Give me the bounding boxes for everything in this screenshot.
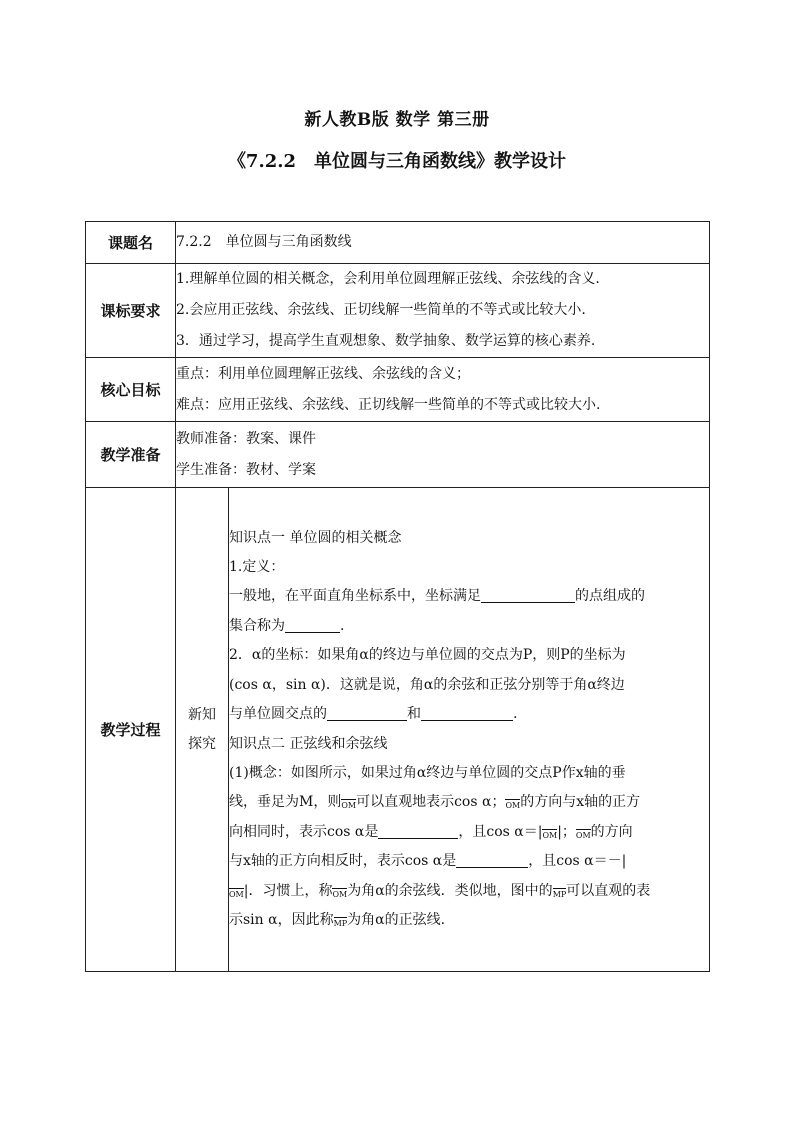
standard-line: 2.会应用正弦线、余弦线、正切线解一些简单的不等式或比较大小.: [176, 302, 586, 318]
vector-om: OM: [505, 801, 521, 811]
text-line: [229, 847, 709, 876]
text-line: [229, 818, 709, 847]
vector-mp: MP: [333, 918, 348, 928]
lesson-plan-table: [85, 221, 710, 972]
topic-value: 7.2.2 单位圆与三角函数线: [176, 222, 710, 264]
text-span: 向相同时，表示cos α是: [229, 823, 379, 840]
text-span: 的点组成的: [575, 588, 645, 605]
text-span: 与单位圆交点的: [229, 706, 327, 723]
text-span: .: [513, 706, 518, 723]
text-span: 和: [407, 706, 421, 723]
text-line: [229, 612, 709, 641]
text-line: [229, 788, 709, 817]
text-span: 集合称为: [229, 617, 285, 634]
row-label: 核心目标: [86, 358, 176, 422]
text-span: |；: [557, 823, 576, 840]
knowledge-cell: [229, 488, 710, 972]
standards-cell: [176, 264, 710, 358]
text-line: [229, 906, 709, 935]
fill-blank: [481, 586, 575, 603]
definition-label: 1.定义：: [229, 559, 285, 576]
standard-line: 3．通过学习，提高学生直观想象、数学抽象、数学运算的核心素养.: [176, 333, 596, 349]
vector-om: OM: [229, 889, 244, 899]
knowledge-title: 知识点二 正弦线和余弦线: [229, 735, 388, 752]
vector-mp: MP: [552, 889, 567, 899]
text-span: 的方向: [590, 823, 633, 840]
document-subtitle: 新人教B版 数学 第三册: [304, 110, 490, 130]
text-span: 的方向与x轴的正方: [520, 794, 641, 811]
row-label: 课题名: [86, 222, 176, 264]
table-row: [86, 422, 710, 488]
text-line: [229, 582, 709, 611]
goal-line: 重点：利用单位圆理解正弦线、余弦线的含义；: [176, 365, 470, 382]
text-span: 为角α的正弦线.: [347, 911, 446, 928]
text-span: ，且cos α＝|: [458, 823, 543, 840]
vector-om: OM: [332, 889, 348, 899]
standard-line: 1.理解单位圆的相关概念，会利用单位圆理解正弦线、余弦线的含义.: [176, 271, 600, 287]
text-span: 可以直观地表示cos α；: [356, 794, 506, 811]
goal-line: 难点：应用正弦线、余弦线、正切线解一些简单的不等式或比较大小.: [176, 396, 601, 413]
fill-blank: [421, 704, 513, 721]
prep-line: 教师准备：教案、课件: [176, 430, 316, 447]
row-label: 教学过程: [86, 488, 176, 972]
text-span: 示sin α，因此称: [229, 911, 334, 928]
text-line: [229, 700, 709, 729]
text-span: |．习惯上，称: [243, 882, 333, 899]
table-row: [86, 264, 710, 358]
text-line: 2．α的坐标：如果角α的终边与单位圆的交点为P，则P的坐标为: [229, 647, 626, 664]
text-span: 与x轴的正方向相反时，表示cos α是: [229, 853, 457, 870]
knowledge-title: 知识点一 单位圆的相关概念: [229, 529, 402, 546]
text-line: (cos α，sin α)．这就是说，角α的余弦和正弦分别等于角α终边: [229, 676, 625, 693]
table-row: [86, 488, 710, 972]
fill-blank: [378, 822, 458, 839]
text-span: ，且cos α＝－|: [528, 853, 627, 870]
vector-om: OM: [341, 801, 357, 811]
sub-label-line: 新知: [188, 706, 216, 723]
table-row: [86, 358, 710, 422]
fill-blank: [285, 616, 340, 633]
prep-line: 学生准备：教材、学案: [176, 461, 316, 478]
goals-cell: [176, 358, 710, 422]
text-span: .: [340, 617, 345, 634]
sub-label-cell: [176, 488, 229, 972]
table-row: [86, 222, 710, 264]
vector-om: OM: [575, 830, 591, 840]
text-line: [229, 877, 709, 906]
prep-cell: [176, 422, 710, 488]
text-span: 可以直观的表: [566, 882, 651, 899]
text-span: 为角α的余弦线．类似地，图中的: [347, 882, 553, 899]
text-line: (1)概念：如图所示，如果过角α终边与单位圆的交点P作x轴的垂: [229, 764, 626, 781]
row-label: 课标要求: [86, 264, 176, 358]
text-span: 一般地，在平面直角坐标系中，坐标满足: [229, 588, 481, 605]
row-label: 教学准备: [86, 422, 176, 488]
fill-blank: [327, 704, 407, 721]
document-title: 《7.2.2 单位圆与三角函数线》教学设计: [227, 151, 567, 172]
sub-label-line: 探究: [188, 735, 216, 752]
text-span: 线，垂足为M，则: [229, 794, 342, 811]
vector-om: OM: [542, 830, 558, 840]
fill-blank: [456, 851, 528, 868]
